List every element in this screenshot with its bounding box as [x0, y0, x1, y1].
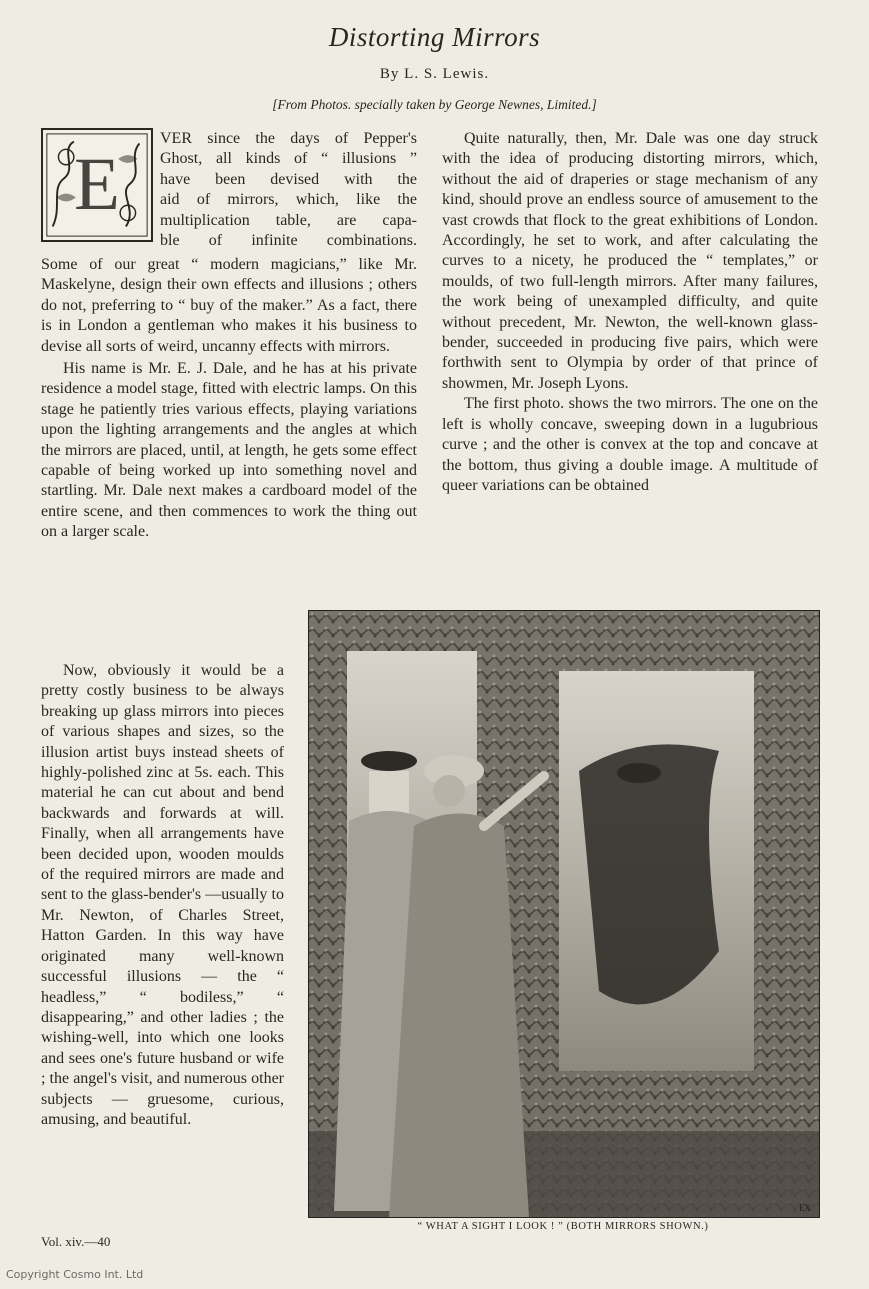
article-title: Distorting Mirrors: [328, 22, 541, 52]
right-column: [442, 129, 818, 496]
intro-line: VER since the days of Pepper's: [160, 130, 417, 147]
paragraph: Now, obviously it would be a pretty costly business to be always breaking up glass mirrors into pieces of various shapes and sizes, so the illusion artist buys instead sheets of highly-polished zinc at 5s. each. This material he can cut about and bend backwards and forwards at will. Finally, when all arrangements have been decided upon, wooden moulds of the required mirrors are made and sent to the glass-bender's —usually to Mr. Newton, of Charles Street, Hatton Garden. In this way have originated many well-known successful illusions — the “ headless,” “ bodiless,” “ disappearing,” and other ladies ; the wishing-well, into which one looks and sees one's future husband or wife ; the angel's visit, and numerous other subjects — gruesome, curious, amusing, and beautiful.: [41, 662, 284, 1128]
paragraph: Some of our great “ modern magicians,” like Mr. Maskelyne, design their own effects and illusions ; others do not, preferring to “ buy of the maker.” As a fact, there is in London a gentleman who makes it his business to devise all sorts of weird, uncanny effects with mirrors.: [41, 256, 417, 355]
left-column-narrow: [41, 661, 284, 1130]
intro-line: multiplication table, are capa-: [160, 211, 417, 229]
intro-line: aid of mirrors, which, like the: [160, 191, 417, 209]
svg-text:EX: EX: [799, 1203, 811, 1213]
photo-credit: [From Photos. specially taken by George Newnes, Limited.]: [272, 97, 597, 112]
intro-beside-dropcap: [160, 129, 417, 251]
intro-line: ble of infinite combinations.: [160, 232, 417, 250]
mirror-photo-icon: [309, 611, 819, 1217]
folio: Vol. xiv.—40: [41, 1234, 111, 1249]
drop-cap: [41, 128, 153, 242]
left-column-upper: [41, 255, 417, 543]
paragraph: Quite naturally, then, Mr. Dale was one day struck with the idea of producing distorting mirrors, which, without the aid of draperies or stage mechanism of any kind, should prove an endless source of amusement to the vast crowds that flock to the great exhibitions of London. Accordingly, he set to work, and after calculating the curves to a nicety, he produced the “ templates,” or moulds, of two full-length mirrors. After many failures, the work being of unexampled difficulty, and quite without precedent, Mr. Newton, the well-known glass-bender, succeeded in producing five pairs, which were forthwith sent to Olympia by order of that prince of showmen, Mr. Joseph Lyons.: [442, 130, 818, 392]
intro-line: Ghost, all kinds of “ illusions ”: [160, 150, 417, 168]
figure-caption: “ WHAT A SIGHT I LOOK ! ” (BOTH MIRRORS SHOWN.): [417, 1221, 709, 1232]
paragraph: His name is Mr. E. J. Dale, and he has at his private residence a model stage, fitted with electric lamps. On this stage he patiently tries various effects, playing variations upon the lighting arrangements and the angles at which the mirrors are placed, until, at length, he gets some effect capable of being worked up into something novel and startling. Mr. Dale next makes a cardboard model of the entire scene, and then commences to work the thing out on a larger scale.: [41, 360, 417, 541]
drop-cap-letter: E: [74, 143, 120, 227]
intro-line: have been devised with the: [160, 170, 417, 188]
ornamental-letter-icon: [43, 130, 151, 240]
paragraph: The first photo. shows the two mirrors. The one on the left is wholly concave, sweeping down in a lugubrious curve ; and the other is convex at the top and concave at the bottom, thus giving a double image. A multitude of queer variations can be obtained: [442, 395, 818, 494]
byline: By L. S. Lewis.: [379, 66, 490, 82]
copyright-notice: Copyright Cosmo Int. Ltd: [6, 1268, 144, 1281]
photograph: [308, 610, 820, 1218]
